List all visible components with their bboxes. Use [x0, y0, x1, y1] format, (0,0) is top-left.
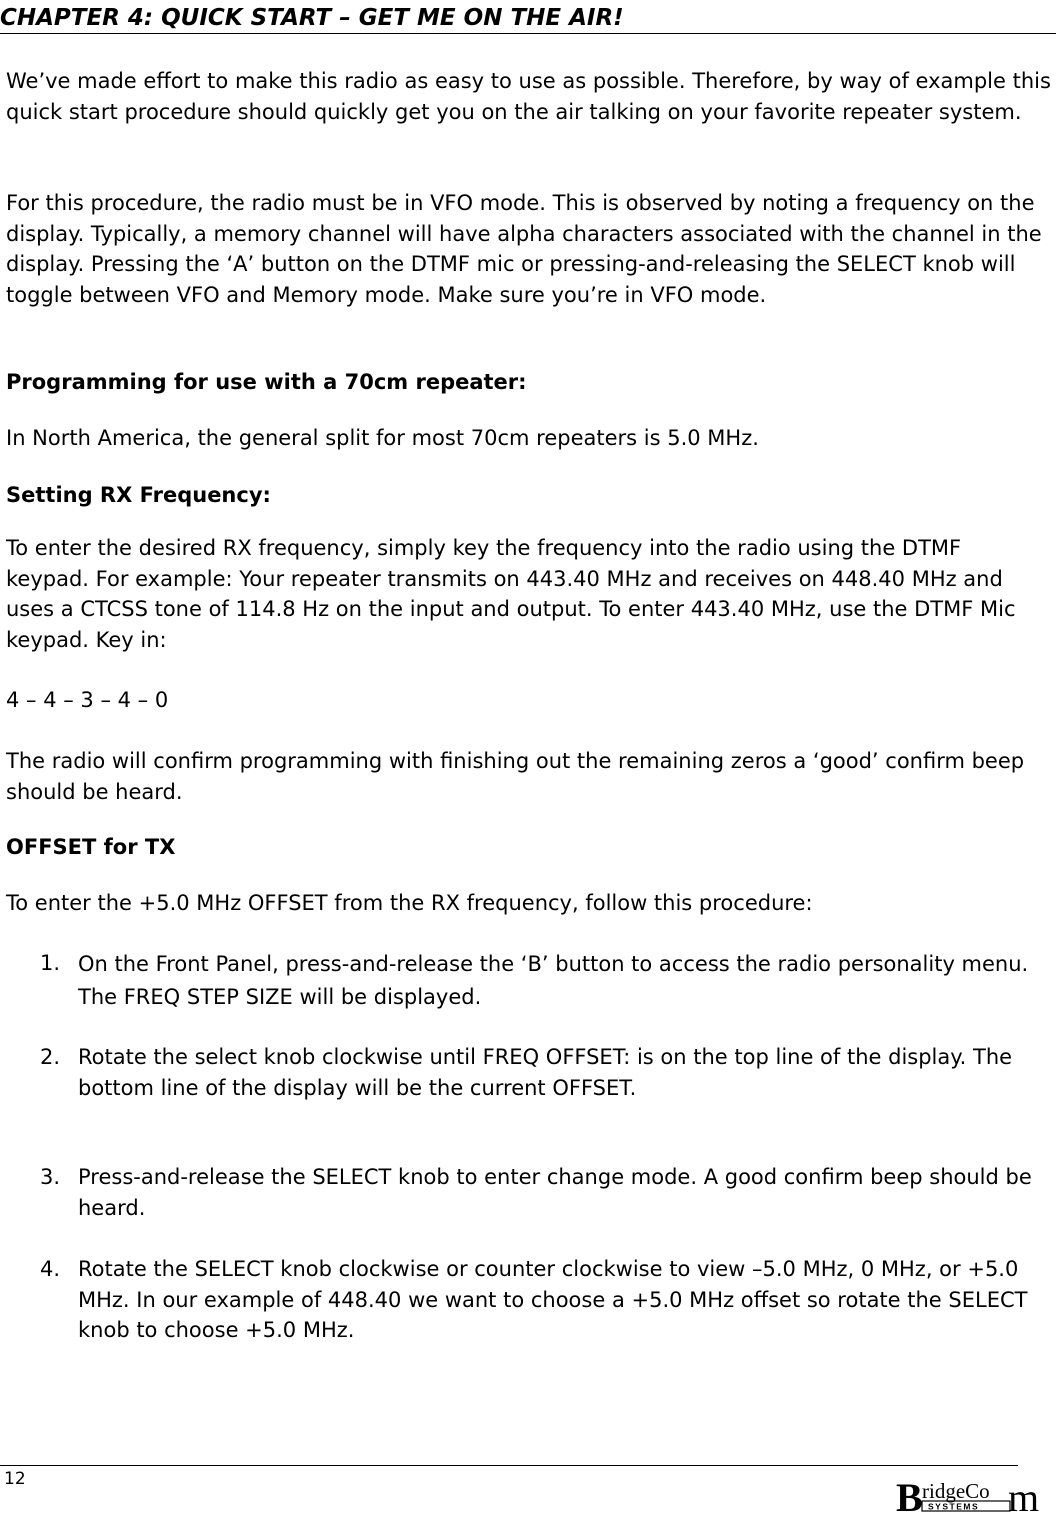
step-number: 1. [40, 951, 61, 975]
step-number: 3. [40, 1165, 61, 1189]
title-divider [0, 33, 1056, 34]
chapter-title: CHAPTER 4: QUICK START – GET ME ON THE AIR! [0, 5, 624, 31]
vfo-mode-paragraph: For this procedure, the radio must be in VFO mode. This is observed by noting a frequency on the display. Typically, a memory channel will have alpha characters associated with the channel in the display. Pressing the ‘A’ button on the DTMF mic or pressing-and-releasing the SELECT knob will toggle between VFO and Memory mode. Make sure you’re in VFO mode. [6, 191, 1042, 307]
step-text: Press-and-release the SELECT knob to enter change mode. A good confirm beep should be heard. [78, 1165, 1032, 1220]
svg-text:ridgeCo: ridgeCo [922, 1479, 990, 1503]
step-number: 2. [40, 1045, 61, 1069]
step-text: Rotate the SELECT knob clockwise or counter clockwise to view –5.0 MHz, 0 MHz, or +5.0 MHz. In our example of 448.40 we want to choose a +5.0 MHz offset so rotate the SELECT knob to choose +5.0 MHz. [78, 1257, 1028, 1342]
svg-text:m: m [1008, 1478, 1040, 1514]
step-text: On the Front Panel, press-and-release the ‘B’ button to access the radio personality menu. The FREQ STEP SIZE will be displayed. [78, 952, 1029, 1009]
bridgecom-logo [896, 1478, 1048, 1514]
split-paragraph: In North America, the general split for most 70cm repeaters is 5.0 MHz. [6, 426, 759, 450]
step-text: Rotate the select knob clockwise until FREQ OFFSET: is on the top line of the display. The bottom line of the display will be the current OFFSET. [78, 1045, 1013, 1100]
rx-frequency-paragraph: To enter the desired RX frequency, simply key the frequency into the radio using the DTMF keypad. For example: Your repeater transmits on 443.40 MHz and receives on 448.40 MHz and uses a CTCSS tone of 114.8 Hz on the input and output. To enter 443.40 MHz, use the DTMF Mic keypad. Key in: [6, 536, 1016, 652]
offset-intro-paragraph: To enter the +5.0 MHz OFFSET from the RX frequency, follow this procedure: [6, 891, 813, 915]
footer-divider [0, 1465, 1018, 1466]
heading-70cm-repeater: Programming for use with a 70cm repeater: [6, 370, 527, 394]
svg-text:B: B [896, 1478, 923, 1514]
key-sequence: 4 – 4 – 3 – 4 – 0 [6, 688, 169, 712]
svg-text:SYSTEMS: SYSTEMS [928, 1501, 980, 1512]
page-number: 12 [4, 1469, 26, 1489]
heading-rx-frequency: Setting RX Frequency: [6, 483, 271, 507]
step-number: 4. [40, 1257, 61, 1281]
intro-paragraph: We’ve made effort to make this radio as easy to use as possible. Therefore, by way of example this quick start procedure should quickly get you on the air talking on your favorite repeater system. [6, 69, 1051, 124]
confirm-paragraph: The radio will confirm programming with finishing out the remaining zeros a ‘good’ confirm beep should be heard. [6, 749, 1025, 804]
heading-offset-tx: OFFSET for TX [6, 835, 176, 859]
